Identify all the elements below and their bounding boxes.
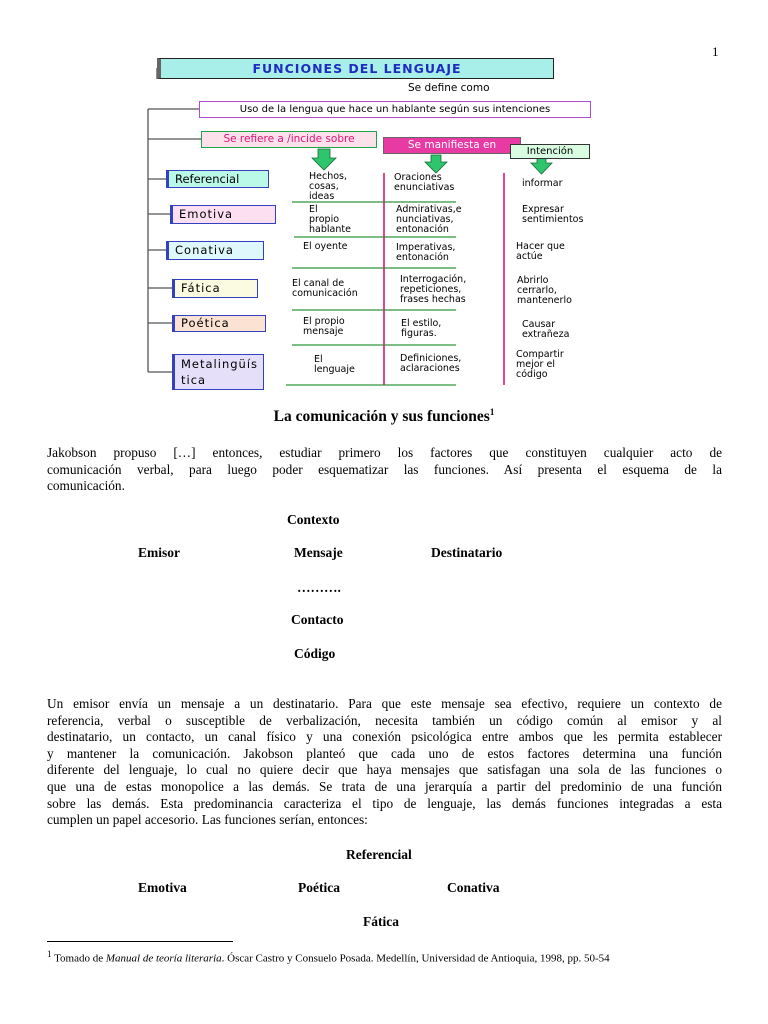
cell-manifiesta-0: Oraciones enunciativas: [394, 172, 455, 193]
functions-emotiva: Emotiva: [138, 880, 187, 895]
se-manifiesta-header: Se manifiesta en: [383, 137, 521, 154]
cell-manifiesta-5: Definiciones, aclaraciones: [400, 353, 462, 374]
scheme-contacto: Contacto: [291, 612, 344, 627]
cell-intencion-2: Hacer que actúe: [516, 241, 565, 262]
cell-refiere-0: Hechos, cosas, ideas: [309, 171, 348, 202]
cell-intencion-1: Expresar sentimientos: [522, 204, 584, 225]
functions-poetica: Poética: [298, 880, 340, 895]
footnote: $^1$ Tomado de Manual de teoría literaria. Óscar Castro y Consuelo Posada. Medellín, Universidad de Antioquia, 1998, pp. 50-54: [47, 949, 610, 965]
definition-box: Uso de la lengua que hace un hablante según sus intenciones: [199, 101, 591, 118]
function-fatica: Fática: [172, 279, 258, 298]
function-conativa: Conativa: [166, 241, 264, 260]
page-number: 1: [712, 44, 719, 59]
footnote-rule: [47, 941, 233, 942]
cell-manifiesta-2: Imperativas, entonación: [396, 242, 456, 263]
cell-intencion-5: Compartir mejor el código: [516, 349, 564, 380]
se-refiere-header: Se refiere a /incide sobre: [201, 131, 377, 148]
cell-manifiesta-3: Interrogación, repeticiones, frases hechas: [400, 274, 467, 305]
functions-referencial: Referencial: [346, 847, 412, 862]
cell-refiere-2: El oyente: [303, 241, 348, 252]
functions-diagram: [0, 0, 768, 400]
scheme-codigo: Código: [294, 646, 336, 661]
cell-manifiesta-4: El estilo, figuras.: [401, 318, 442, 339]
diagram-title: FUNCIONES DEL LENGUAJE: [157, 58, 554, 79]
cell-manifiesta-1: Admirativas,e nunciativas, entonación: [396, 204, 462, 235]
scheme-mensaje: Mensaje: [294, 545, 343, 560]
section-title: La comunicación y sus funciones$^1$: [273, 407, 495, 426]
scheme-emisor: Emisor: [138, 545, 180, 560]
scheme-dots: ……….: [297, 580, 341, 595]
footnote-mark: 1: [489, 407, 495, 417]
scheme-destinatario: Destinatario: [431, 545, 503, 560]
function-emotiva: Emotiva: [170, 205, 276, 224]
paragraph-1: Jakobson propuso […] entonces, estudiar primero los factores que constituyen cualquier acto de comunicación verbal, para luego poder esquematizar las funciones. Así presenta el esquema de la comunicación.: [47, 445, 722, 494]
cell-refiere-5: El lenguaje: [314, 354, 355, 375]
paragraph-2: Un emisor envía un mensaje a un destinatario. Para que este mensaje sea efectivo, requiere un contexto de referencia, verbal o susceptible de verbalización, necesita también un código común al emisor y al destinatario, un contacto, un canal físico y una conexión psicológica entre ambos que les permita establecer y mantener la comunicación. Jakobson planteó que cada uno de estos factores determina una función diferente del lenguaje, lo cual no quiere decir que haya mensajes que satisfagan una sola de las funciones o que una de estas monopolice a las demás. Se trata de una jerarquía a partir del predominio de una función sobre las demás. Esta predominancia caracteriza el tipo de lenguaje, las demás funciones integradas a esta cumplen un papel accesorio. Las funciones serían, entonces:: [47, 696, 722, 828]
cell-refiere-1: El propio hablante: [309, 204, 351, 235]
scheme-contexto: Contexto: [287, 512, 340, 527]
intencion-header: Intención: [510, 144, 590, 159]
cell-intencion-3: Abrirlo cerrarlo, mantenerlo: [517, 275, 572, 306]
function-poetica: Poética: [172, 315, 266, 332]
cell-intencion-0: informar: [522, 178, 563, 189]
cell-refiere-3: El canal de comunicación: [292, 278, 358, 299]
function-metalinguistica: Metalingüís tica: [172, 354, 264, 390]
se-define-como-label: Se define como: [408, 82, 490, 94]
cell-intencion-4: Causar extrañeza: [522, 319, 570, 340]
function-referencial: Referencial: [166, 170, 269, 188]
cell-refiere-4: El propio mensaje: [303, 316, 345, 337]
functions-fatica: Fática: [363, 914, 399, 929]
functions-conativa: Conativa: [447, 880, 500, 895]
